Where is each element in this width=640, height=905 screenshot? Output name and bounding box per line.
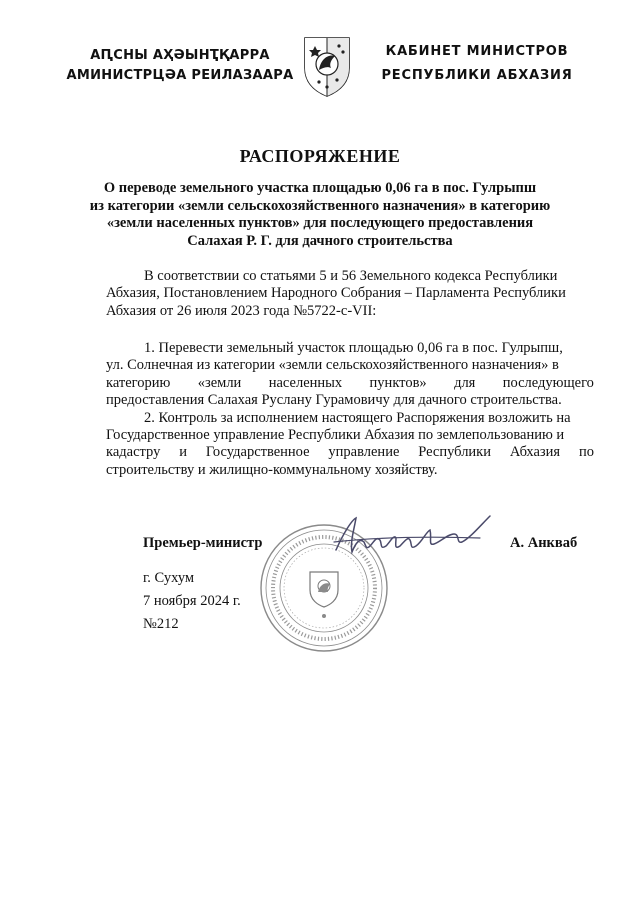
header-left-line2: АМИНИСТРЦӘА РЕИЛАЗААРА [66, 68, 294, 83]
item1-line: 1. Перевести земельный участок площадью 0,06 га в пос. Гулрыпш, [144, 340, 563, 356]
subject-line: из категории «земли сельскохозяйственного назначения» в категорию [89, 197, 551, 214]
item2-line: строительству и жилищно-коммунальному хозяйству. [106, 461, 438, 478]
word: Республики [418, 444, 491, 461]
document-subject [80, 180, 560, 250]
subject-line: «земли населенных пунктов» для последующего предоставления [106, 215, 534, 231]
item2-line: 2. Контроль за исполнением настоящего Распоряжения возложить на [144, 409, 571, 426]
item1-line: ул. Солнечная из категории «земли сельскохозяйственного назначения» в [106, 357, 559, 374]
coat-of-arms-icon [301, 34, 353, 98]
header-right-line2: РЕСПУБЛИКИ АБХАЗИЯ [381, 68, 573, 83]
header-abkhaz [60, 46, 300, 86]
subject-line: Салахая Р. Г. для дачного строительства [187, 232, 453, 249]
header-left-line1: АԤСНЫ АҲӘЫНҬҚАРРА [90, 48, 270, 63]
document-city: г. Сухум [143, 570, 195, 586]
handwritten-signature-icon [330, 512, 500, 562]
signatory-position: Премьер-министр [143, 535, 263, 551]
document-title: РАСПОРЯЖЕНИЕ [239, 146, 401, 166]
header-right-line1: КАБИНЕТ МИНИСТРОВ [385, 44, 569, 59]
item2-line: Государственное управление Республики Абхазия по землепользованию и [106, 427, 565, 444]
signatory-name: А. Анкваб [510, 535, 578, 551]
word: управление [328, 444, 400, 461]
item1-line [106, 375, 594, 392]
order-items [106, 340, 594, 479]
document-date: 7 ноября 2024 г. [143, 593, 241, 609]
preamble-line: Абхазия от 26 июля 2023 года №5722-с-VII: [106, 302, 377, 319]
word: для [454, 374, 476, 391]
document-number: №212 [143, 616, 179, 632]
preamble-paragraph [106, 268, 594, 320]
preamble-line: В соответствии со статьями 5 и 56 Земельного кодекса Республики [144, 268, 558, 284]
item2-line [106, 444, 594, 461]
header-russian [372, 40, 582, 88]
word: категорию [106, 374, 171, 391]
item1-line: предоставления Салахая Руслану Гурамовичу для дачного строительства. [106, 392, 562, 409]
word: «земли [197, 374, 242, 391]
preamble-line: Абхазия, Постановлением Народного Собрания – Парламента Республики [106, 285, 566, 302]
word: последующего [502, 374, 594, 391]
word: населенных [268, 374, 343, 391]
subject-line: О переводе земельного участка площадью 0,06 га в пос. Гулрыпш [103, 180, 537, 196]
word: Государственное [205, 444, 310, 461]
word: кадастру [106, 444, 161, 461]
word: Абхазия [509, 444, 561, 461]
word: и [179, 444, 187, 461]
word: по [578, 444, 594, 461]
word: пунктов» [369, 374, 427, 391]
